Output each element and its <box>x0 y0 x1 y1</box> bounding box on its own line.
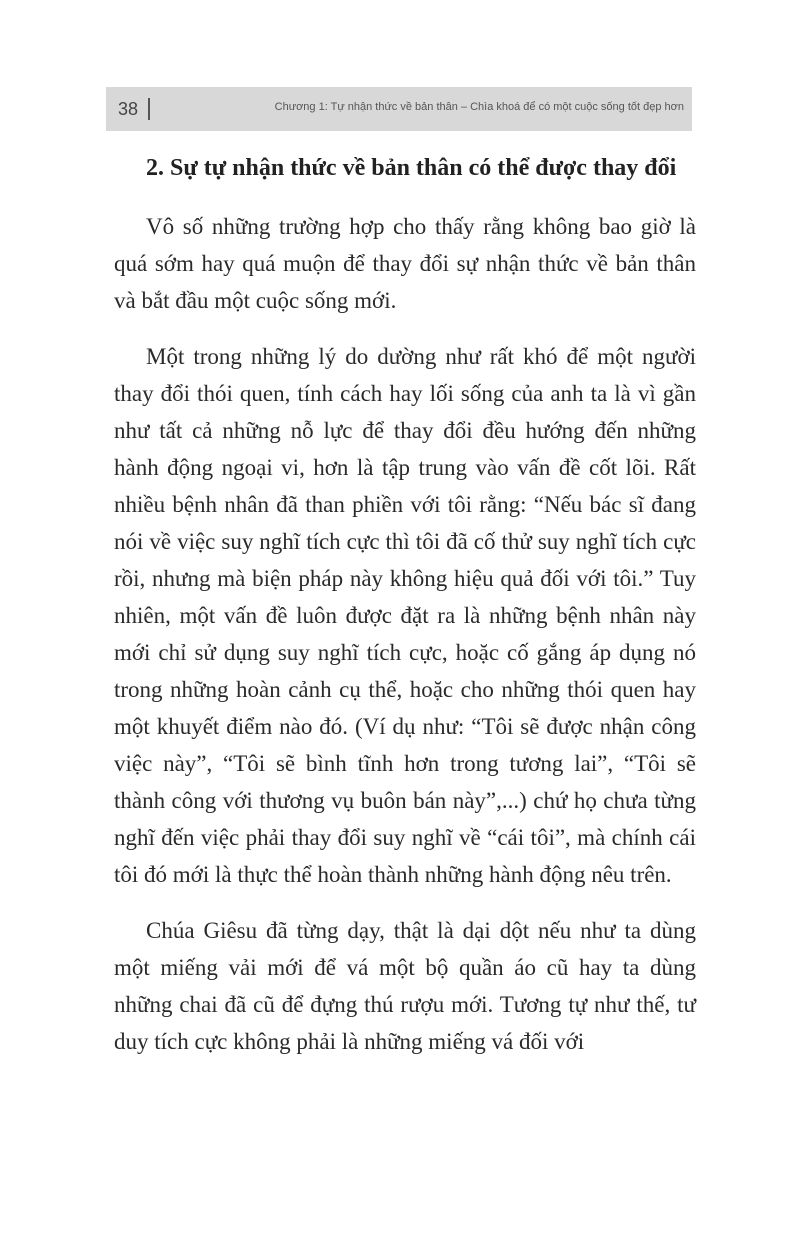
page-content <box>114 150 696 1079</box>
paragraph-3: Chúa Giêsu đã từng dạy, thật là dại dột nếu như ta dùng một miếng vải mới để vá một bộ quần áo cũ hay ta dùng những chai đã cũ để đựng thú rượu mới. Tương tự như thế, tư duy tích cực không phải là những miếng vá đối với <box>114 918 696 1054</box>
paragraph-2: Một trong những lý do dường như rất khó để một người thay đổi thói quen, tính cách hay lối sống của anh ta là vì gần như tất cả những nỗ lực để thay đổi đều hướng đến những hành động ngoại vi, hơn là tập trung vào vấn đề cốt lõi. Rất nhiều bệnh nhân đã than phiền với tôi rằng: “Nếu bác sĩ đang nói về việc suy nghĩ tích cực thì tôi đã cố thử suy nghĩ tích cực rồi, nhưng mà biện pháp này không hiệu quả đối với tôi.” Tuy nhiên, một vấn đề luôn được đặt ra là những bệnh nhân này mới chỉ sử dụng suy nghĩ tích cực, hoặc cố gắng áp dụng nó trong những hoàn cảnh cụ thể, hoặc cho những thói quen hay một khuyết điểm nào đó. (Ví dụ như: “Tôi sẽ được nhận công việc này”, “Tôi sẽ bình tĩnh hơn trong tương lai”, “Tôi sẽ thành công với thương vụ buôn bán này”,...) chứ họ chưa từng nghĩ đến việc phải thay đổi suy nghĩ về “cái tôi”, mà chính cái tôi đó mới là thực thể hoàn thành những hành động nêu trên. <box>114 344 696 887</box>
chapter-title: Chương 1: Tự nhận thức về bản thân – Chìa khoá để có một cuộc sống tốt đẹp hơn <box>274 101 684 113</box>
header-divider <box>148 98 150 120</box>
section-heading: 2. Sự tự nhận thức về bản thân có thể được thay đổi <box>146 155 677 181</box>
page-number: 38 <box>118 99 139 119</box>
page-header <box>106 87 692 131</box>
paragraph-1: Vô số những trường hợp cho thấy rằng không bao giờ là quá sớm hay quá muộn để thay đổi sự nhận thức về bản thân và bắt đầu một cuộc sống mới. <box>114 214 696 313</box>
